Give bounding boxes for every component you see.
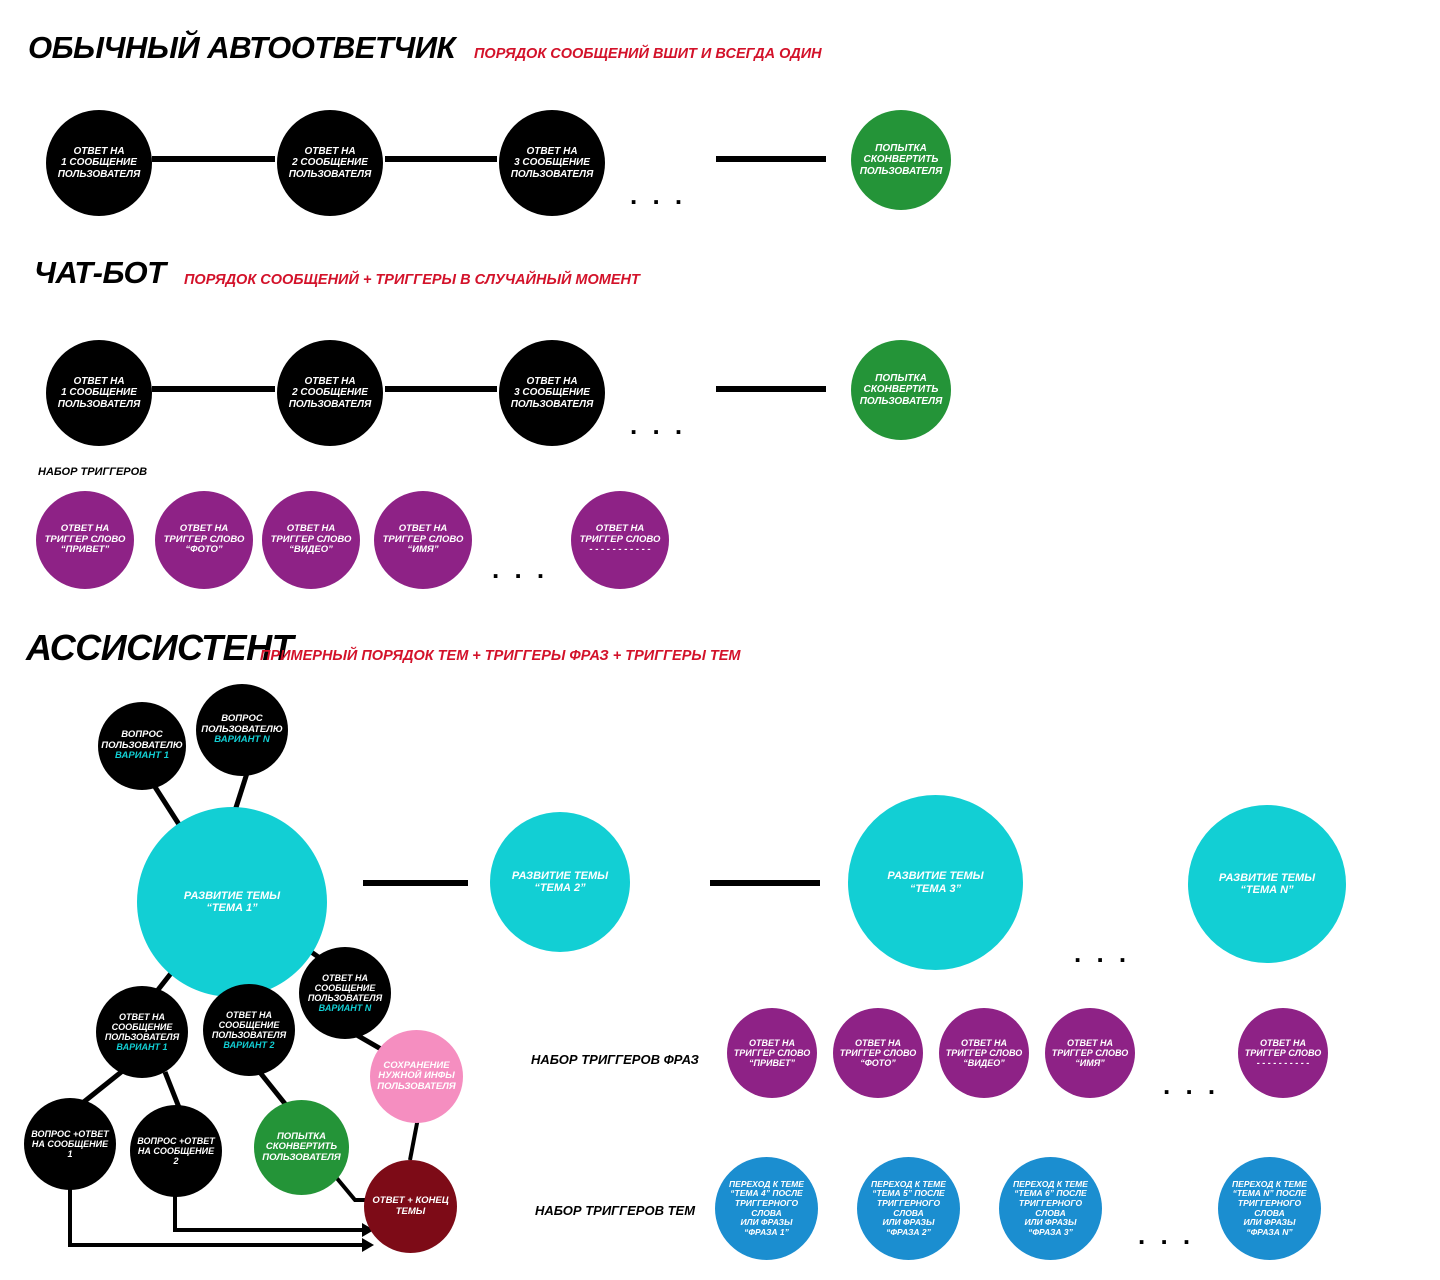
node-line-3: ПОЛЬЗОВАТЕЛЯ — [104, 1032, 180, 1042]
node-question-variant-n — [196, 684, 288, 776]
connector-line — [363, 880, 468, 886]
node-line-1: ОТВЕТ + КОНЕЦ — [372, 1194, 449, 1206]
node-chatbot-trigger-4 — [374, 491, 472, 589]
node-convert-user — [254, 1100, 349, 1195]
node-line-2: ТРИГГЕР СЛОВО — [270, 533, 352, 545]
node-line-4: ВАРИАНТ 1 — [116, 1042, 168, 1053]
ellipsis: . . . — [1074, 938, 1131, 968]
node-line-1: РАЗВИТИЕ ТЕМЫ — [183, 889, 281, 902]
node-answer-variant-n — [299, 947, 391, 1039]
node-line-1: ВОПРОС — [121, 729, 163, 741]
node-line-4: ИЛИ ФРАЗЫ — [882, 1217, 935, 1228]
node-line-2: ТРИГГЕР СЛОВО — [733, 1047, 811, 1058]
ellipsis: . . . — [492, 554, 549, 584]
node-line-2: 2 СООБЩЕНИЕ — [292, 157, 368, 169]
connector-line — [710, 880, 820, 886]
node-line-1: ВОПРОС — [221, 713, 263, 725]
node-line-1: ОТВЕТ НА — [321, 972, 368, 983]
node-line-3: - - - - - - - - - - — [1256, 1058, 1310, 1069]
node-line-2: 1 СООБЩЕНИЕ — [61, 387, 137, 399]
node-line-4: ВАРИАНТ N — [318, 1003, 372, 1014]
node-line-1: ПОПЫТКА — [276, 1130, 327, 1142]
node-autoresponder-3 — [499, 110, 605, 216]
node-leaf-1 — [24, 1098, 116, 1190]
node-line-3: ПОЛЬЗОВАТЕЛЯ — [288, 398, 372, 410]
node-line-3: ВАРИАНТ N — [214, 734, 270, 746]
node-end-topic — [364, 1160, 457, 1253]
node-line-1: ОТВЕТ НА — [1067, 1037, 1113, 1048]
node-chatbot-trigger-2 — [155, 491, 253, 589]
node-line-3: ТРИГГЕРНОГО СЛОВА — [1237, 1197, 1302, 1218]
node-line-2: 1 СООБЩЕНИЕ — [61, 157, 137, 169]
node-chatbot-1 — [46, 340, 152, 446]
node-line-2: СКОНВЕРТИТЬ — [863, 154, 939, 166]
node-line-2: СКОНВЕРТИТЬ — [863, 384, 939, 396]
node-line-1: РАЗВИТИЕ ТЕМЫ — [887, 870, 984, 883]
node-line-3: “ВИДЕО” — [963, 1058, 1005, 1069]
node-phrase-trigger-3 — [939, 1008, 1029, 1098]
node-line-1: ПОПЫТКА — [875, 143, 927, 155]
node-line-3: ПОЛЬЗОВАТЕЛЯ — [262, 1151, 341, 1163]
connector-line — [152, 386, 275, 392]
node-line-2: НА СООБЩЕНИЕ — [137, 1145, 215, 1156]
node-line-2: ТРИГГЕР СЛОВО — [382, 533, 464, 545]
connector-line — [152, 156, 275, 162]
node-line-4: ИЛИ ФРАЗЫ — [1243, 1217, 1296, 1228]
label-topic-trigger-set: НАБОР ТРИГГЕРОВ ТЕМ — [535, 1203, 696, 1218]
node-line-3: ПОЛЬЗОВАТЕЛЯ — [211, 1030, 287, 1040]
node-line-3: “ФОТО” — [860, 1058, 896, 1069]
ellipsis: . . . — [630, 180, 687, 210]
node-line-3: ПОЛЬЗОВАТЕЛЯ — [859, 165, 943, 177]
node-line-2: НУЖНОЙ ИНФЫ — [378, 1070, 455, 1082]
node-line-1: ОТВЕТ НА — [286, 523, 336, 535]
node-chatbot-3 — [499, 340, 605, 446]
node-line-3: ТРИГГЕРНОГО СЛОВА — [876, 1197, 941, 1218]
node-line-2: ТРИГГЕР СЛОВО — [163, 533, 245, 545]
node-line-1: СОХРАНЕНИЕ — [383, 1059, 450, 1071]
node-line-2: СООБЩЕНИЕ — [111, 1021, 173, 1032]
connector-line — [716, 386, 826, 392]
node-chatbot-trigger-1 — [36, 491, 134, 589]
node-line-3: ПОЛЬЗОВАТЕЛЯ — [288, 168, 372, 180]
node-line-1: ОТВЕТ НА — [595, 523, 645, 535]
node-chatbot-convert — [851, 340, 951, 440]
label-trigger-set: НАБОР ТРИГГЕРОВ — [38, 466, 148, 478]
node-line-1: ОТВЕТ НА — [304, 146, 356, 158]
node-line-3: - - - - - - - - - - - — [589, 544, 651, 556]
section-subtitle-autoresponder: ПОРЯДОК СООБЩЕНИЙ ВШИТ И ВСЕГДА ОДИН — [474, 46, 822, 62]
label-phrase-trigger-set: НАБОР ТРИГГЕРОВ ФРАЗ — [531, 1052, 699, 1067]
node-line-2: “ТЕМА 6” ПОСЛЕ — [1014, 1188, 1087, 1199]
node-line-1: ПОПЫТКА — [875, 373, 927, 385]
node-phrase-trigger-2 — [833, 1008, 923, 1098]
node-line-1: ОТВЕТ НА — [526, 146, 578, 158]
ellipsis: . . . — [1163, 1070, 1220, 1100]
node-question-variant-1 — [98, 702, 186, 790]
node-line-2: “ТЕМА 3” — [909, 882, 962, 895]
node-topic-trigger-1 — [715, 1157, 818, 1260]
node-line-2: “ТЕМА 5” ПОСЛЕ — [872, 1188, 945, 1199]
node-answer-variant-2 — [203, 984, 295, 1076]
node-line-1: ОТВЕТ НА — [749, 1037, 795, 1048]
node-line-2: СКОНВЕРТИТЬ — [265, 1141, 338, 1153]
node-line-1: ОТВЕТ НА — [60, 523, 110, 535]
section-subtitle-chatbot: ПОРЯДОК СООБЩЕНИЙ + ТРИГГЕРЫ В СЛУЧАЙНЫЙ МОМЕНТ — [184, 272, 640, 288]
node-line-2: ТРИГГЕР СЛОВО — [44, 533, 126, 545]
node-line-1: ПЕРЕХОД К ТЕМЕ — [1232, 1178, 1307, 1189]
node-phrase-trigger-n — [1238, 1008, 1328, 1098]
node-save-info — [370, 1030, 463, 1123]
node-line-1: ОТВЕТ НА — [961, 1037, 1007, 1048]
node-line-4: ИЛИ ФРАЗЫ — [740, 1217, 793, 1228]
ellipsis: . . . — [630, 410, 687, 440]
node-line-3: 2 — [173, 1156, 179, 1167]
node-topic-trigger-2 — [857, 1157, 960, 1260]
node-line-3: ВАРИАНТ 1 — [115, 750, 169, 762]
section-title-chatbot: ЧАТ-БОТ — [34, 255, 166, 290]
node-line-1: ОТВЕТ НА — [225, 1009, 272, 1020]
node-chatbot-trigger-3 — [262, 491, 360, 589]
node-line-4: ИЛИ ФРАЗЫ — [1024, 1217, 1077, 1228]
node-leaf-2 — [130, 1105, 222, 1197]
node-line-2: ТРИГГЕР СЛОВО — [579, 533, 661, 545]
connector-line — [385, 386, 497, 392]
node-line-2: ТЕМЫ — [395, 1205, 426, 1217]
node-line-3: ПОЛЬЗОВАТЕЛЯ — [57, 398, 141, 410]
node-line-1: РАЗВИТИЕ ТЕМЫ — [1218, 871, 1316, 884]
node-line-1: ОТВЕТ НА — [526, 376, 578, 388]
node-line-1: ОТВЕТ НА — [118, 1011, 165, 1022]
node-chatbot-trigger-n — [571, 491, 669, 589]
connector-line — [385, 156, 497, 162]
node-chatbot-2 — [277, 340, 383, 446]
connector-line — [716, 156, 826, 162]
node-line-3: “ИМЯ” — [407, 544, 439, 556]
node-line-2: 3 СООБЩЕНИЕ — [514, 157, 590, 169]
node-line-5: “ФРАЗА 3” — [1028, 1226, 1073, 1237]
section-title-autoresponder: ОБЫЧНЫЙ АВТООТВЕТЧИК — [28, 30, 456, 65]
node-line-2: ТРИГГЕР СЛОВО — [1051, 1047, 1129, 1058]
node-line-2: ПОЛЬЗОВАТЕЛЮ — [201, 723, 283, 735]
node-autoresponder-convert — [851, 110, 951, 210]
node-line-2: “ТЕМА 1” — [206, 902, 258, 914]
section-title-assistant: АССИСИСТЕНТ — [26, 627, 294, 668]
node-line-1: ВОПРОС +ОТВЕТ — [31, 1128, 109, 1139]
node-line-3: 1 — [67, 1149, 73, 1160]
node-line-3: “ФОТО” — [185, 544, 223, 556]
node-line-2: “ТЕМА N” — [1240, 884, 1294, 896]
node-autoresponder-2 — [277, 110, 383, 216]
node-line-5: “ФРАЗА 2” — [886, 1226, 931, 1237]
node-line-1: ОТВЕТ НА — [304, 376, 356, 388]
node-line-2: СООБЩЕНИЕ — [218, 1019, 280, 1030]
node-line-1: ОТВЕТ НА — [73, 376, 125, 388]
node-line-2: 3 СООБЩЕНИЕ — [514, 387, 590, 399]
ellipsis: . . . — [1138, 1220, 1195, 1250]
node-line-3: “ПРИВЕТ” — [749, 1058, 795, 1069]
node-line-1: ОТВЕТ НА — [179, 523, 229, 535]
node-line-2: “ТЕМА N” ПОСЛЕ — [1232, 1188, 1307, 1199]
node-topic-2 — [490, 812, 630, 952]
node-line-2: “ТЕМА 4” ПОСЛЕ — [730, 1188, 803, 1199]
node-line-1: ПЕРЕХОД К ТЕМЕ — [871, 1178, 946, 1189]
node-topic-trigger-n — [1218, 1157, 1321, 1260]
node-line-1: ОТВЕТ НА — [855, 1037, 901, 1048]
node-line-2: ТРИГГЕР СЛОВО — [945, 1047, 1023, 1058]
node-topic-1 — [137, 807, 327, 997]
node-line-2: ПОЛЬЗОВАТЕЛЮ — [101, 739, 183, 751]
node-line-5: “ФРАЗА 1” — [744, 1226, 789, 1237]
node-topic-n — [1188, 805, 1346, 963]
node-line-3: ПОЛЬЗОВАТЕЛЯ — [307, 993, 383, 1003]
node-line-2: ТРИГГЕР СЛОВО — [839, 1047, 917, 1058]
node-topic-trigger-3 — [999, 1157, 1102, 1260]
node-line-3: ПОЛЬЗОВАТЕЛЯ — [510, 398, 594, 410]
node-line-3: “ВИДЕО” — [289, 544, 333, 556]
node-line-2: 2 СООБЩЕНИЕ — [292, 387, 368, 399]
node-line-3: ТРИГГЕРНОГО СЛОВА — [734, 1197, 799, 1218]
node-line-2: СООБЩЕНИЕ — [314, 982, 376, 993]
node-line-3: ТРИГГЕРНОГО СЛОВА — [1018, 1197, 1083, 1218]
node-line-3: “ИМЯ” — [1075, 1058, 1105, 1069]
node-line-3: ПОЛЬЗОВАТЕЛЯ — [510, 168, 594, 180]
section-subtitle-assistant: ПРИМЕРНЫЙ ПОРЯДОК ТЕМ + ТРИГГЕРЫ ФРАЗ + ТРИГГЕРЫ ТЕМ — [260, 648, 741, 664]
node-line-2: “ТЕМА 2” — [534, 882, 586, 894]
node-line-3: ПОЛЬЗОВАТЕЛЯ — [57, 168, 141, 180]
node-line-4: ВАРИАНТ 2 — [223, 1040, 275, 1051]
node-line-1: ОТВЕТ НА — [1260, 1037, 1306, 1048]
node-line-1: ОТВЕТ НА — [73, 146, 125, 158]
node-line-5: “ФРАЗА N” — [1246, 1226, 1293, 1237]
node-line-2: ТРИГГЕР СЛОВО — [1244, 1047, 1322, 1058]
node-phrase-trigger-1 — [727, 1008, 817, 1098]
node-line-3: “ПРИВЕТ” — [60, 544, 110, 556]
node-line-3: ПОЛЬЗОВАТЕЛЯ — [377, 1080, 456, 1092]
node-line-1: ВОПРОС +ОТВЕТ — [137, 1135, 215, 1146]
node-autoresponder-1 — [46, 110, 152, 216]
node-line-1: ОТВЕТ НА — [398, 523, 448, 535]
node-line-3: ПОЛЬЗОВАТЕЛЯ — [859, 395, 943, 407]
node-line-1: ПЕРЕХОД К ТЕМЕ — [729, 1178, 804, 1189]
node-phrase-trigger-4 — [1045, 1008, 1135, 1098]
node-answer-variant-1 — [96, 986, 188, 1078]
node-line-2: НА СООБЩЕНИЕ — [31, 1138, 109, 1149]
node-line-1: ПЕРЕХОД К ТЕМЕ — [1013, 1178, 1088, 1189]
node-topic-3 — [848, 795, 1023, 970]
node-line-1: РАЗВИТИЕ ТЕМЫ — [511, 869, 609, 882]
